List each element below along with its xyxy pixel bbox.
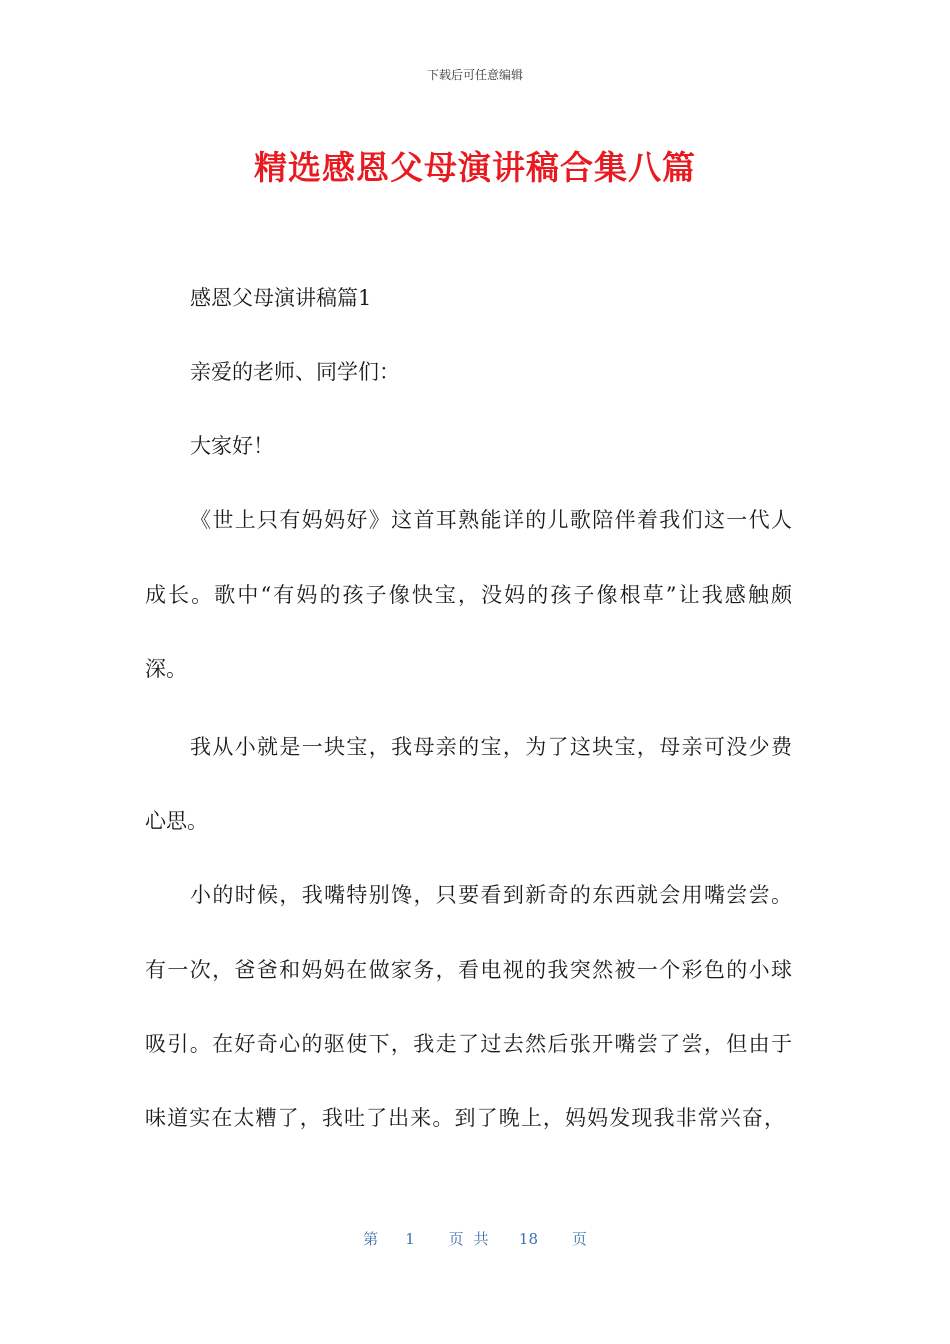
paragraph-line: 吸引。在好奇心的驱使下，我走了过去然后张开嘴尝了尝，但由于: [145, 1032, 792, 1056]
paragraph-line: 深。: [145, 657, 187, 681]
paragraph-line: 味道实在太糟了，我吐了出来。到了晚上，妈妈发现我非常兴奋，: [145, 1106, 785, 1130]
paragraph-line: 亲爱的老师、同学们：: [190, 360, 400, 384]
paragraph-line: 我从小就是一块宝，我母亲的宝，为了这块宝，母亲可没少费: [190, 735, 792, 759]
page-footer: [0, 1228, 950, 1249]
header-note: 下载后可任意编辑: [426, 68, 523, 82]
footer-page-number: 1: [405, 1230, 415, 1248]
paragraph-line: 大家好！: [190, 434, 274, 458]
footer-prefix: 第: [363, 1230, 379, 1248]
paragraph-line: 小的时候，我嘴特别馋，只要看到新奇的东西就会用嘴尝尝。: [190, 883, 792, 907]
paragraph-line: 有一次，爸爸和妈妈在做家务，看电视的我突然被一个彩色的小球: [145, 958, 792, 982]
paragraph-line: 《世上只有妈妈好》这首耳熟能详的儿歌陪伴着我们这一代人: [190, 508, 792, 532]
section-heading: 感恩父母演讲稿篇1: [190, 286, 372, 310]
footer-middle: 页共: [448, 1230, 499, 1248]
footer-suffix: 页: [571, 1230, 587, 1248]
paragraph-line: 心思。: [145, 809, 208, 833]
paragraph-line: 成长。歌中“有妈的孩子像快宝，没妈的孩子像根草”让我感触颇: [145, 583, 792, 607]
document-title: 精选感恩父母演讲稿合集八篇: [254, 148, 696, 187]
footer-total-pages: 18: [518, 1230, 539, 1248]
